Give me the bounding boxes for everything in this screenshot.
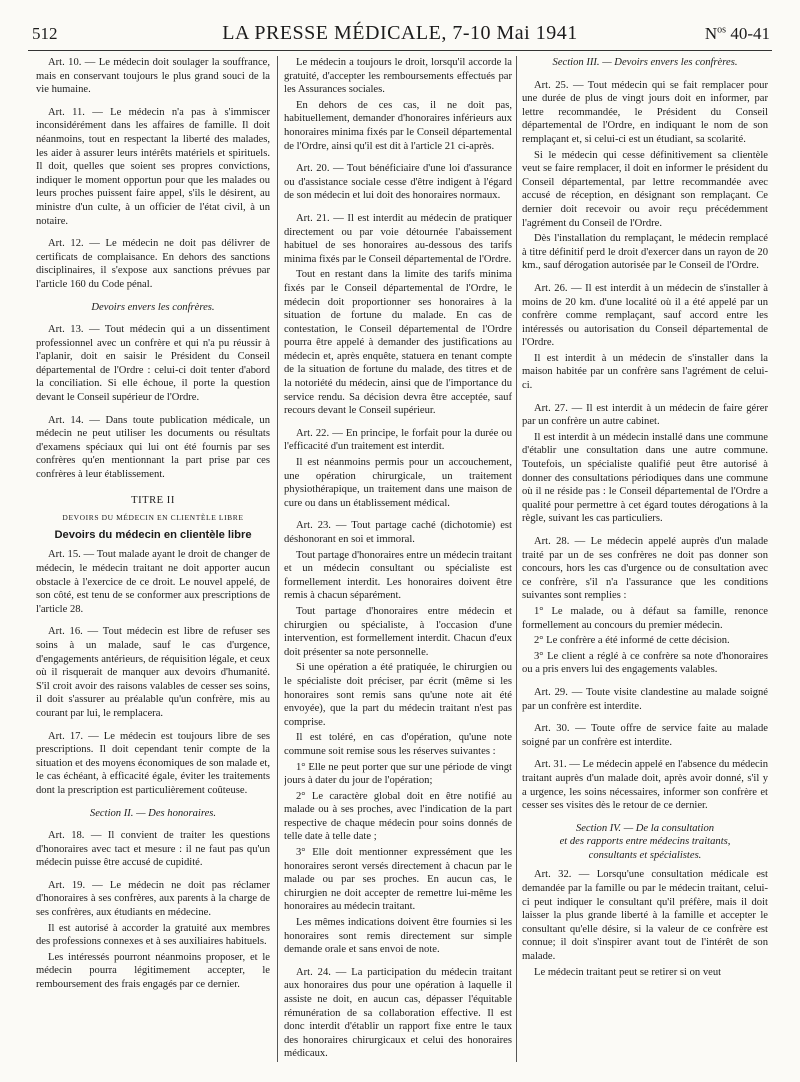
- article-14: Art. 14. — Dans toute publication médicale, un médecin ne peut utiliser les documents ou résultats d'examens spéciaux qui lui ont été fournis par ses confrères qu'en mentionnant la part prise par ces confrères à leur établissement.: [36, 414, 270, 481]
- column-left: [36, 56, 270, 1076]
- paragraph: Tout en restant dans la limite des tarifs minima fixés par le Conseil départemental de l'Ordre, le médecin doit proportionner ses honoraires à la situation de fortune du malade. En cas de contestation, le Conseil départemental de l'Ordre pourra être appelé à demander des justifications au médecin et, après enquête, statuera en tenant compte de la situation de fortune du malade, des titres et de la notoriété du médecin, ainsi que de l'importance du service rendu. Sa décision devra être acceptée, sauf recours devant le Conseil supérieur.: [284, 269, 512, 417]
- section-title: Section II. — Des honoraires.: [89, 807, 217, 819]
- paragraph: Tout partage d'honoraires entre un médecin traitant et un médecin consultant ou spécialiste est formellement interdit. Les honoraires doivent être remis à chacun séparément.: [284, 549, 512, 602]
- journal-title: LA PRESSE MÉDICALE, 7-10 Mai 1941: [222, 22, 578, 44]
- list-item: 2° Le caractère global doit en être notifié au malade ou à ses proches, avec l'indication de la part respective de chaque médecin pour soins donnés de telle date à telle date ;: [284, 790, 512, 843]
- list-item: 2° Le confrère a été informé de cette décision.: [534, 635, 730, 647]
- paragraph: Si le médecin qui cesse définitivement sa clientèle veut se faire remplacer, il doit en informer le président du Conseil départemental, par lettre recommandée avec accusé de réception, en désignant son remplaçant. Ce dernier doit recevoir ou avoir reçu précédemment l'agrément du Conseil de l'Ordre.: [522, 149, 768, 229]
- page-number: 512: [32, 24, 58, 43]
- article-17: Art. 17. — Le médecin est toujours libre de ses prescriptions. Il doit cependant tenir compte de la situation et des moyens économiques de son malade et, le cas échéant, à efficacité égale, éviter les traitements dont la prescription est particulièrement coûteuse.: [36, 730, 270, 796]
- section-title-line: consultants et spécialistes.: [588, 849, 702, 861]
- section-title: Section III. — Devoirs envers les confrères.: [552, 57, 738, 68]
- list-item: 1° Elle ne peut porter que sur une période de vingt jours à dater du jour de l'opération;: [284, 761, 512, 787]
- article-18: Art. 18. — Il convient de traiter les questions d'honoraires avec tact et mesure : il ne faut pas qu'un médecin puisse être accusé de cupidité.: [36, 830, 270, 869]
- paragraph: Si une opération a été pratiquée, le chirurgien ou le spécialiste doit préciser, par écrit (même si les honoraires sont remis sans qu'une note ait été envoyée), que la part du médecin traitant n'est pas comprise.: [284, 662, 512, 728]
- section-heading: [36, 301, 270, 315]
- column-middle: [284, 56, 512, 1076]
- article-16: Art. 16. — Tout médecin est libre de refuser ses soins à un malade, sauf le cas d'urgence, d'engagements antérieurs, de réquisition légale, et ceux où il risquerait de manquer aux devoirs d'humanité. S'il croit avoir des raisons valables de cesser ses soins, il doit s'assurer au préalable qu'un confrère, mis au courant par lui, le remplacera.: [36, 626, 270, 719]
- paragraph: Il est interdit à un médecin installé dans une commune d'établir une consultation dans une autre commune. Toutefois, un spécialiste qualifié peut être autorisé à donner des consultations périodiques dans une commune où il ne réside pas : le Conseil départemental de l'Ordre a qualité pour permettre à cet égard toutes dérogations à la règle, suivant les cas particuliers.: [522, 431, 768, 525]
- article-32: Art. 32. — Lorsqu'une consultation médicale est demandée par la famille ou par le médecin traitant, celui-ci peut indiquer le consultant qu'il préfère, mais il doit laisser la plus grande liberté à la famille et accepter le consultant qu'elle désire, si la valeur de ce confrère est connue; il doit s'inspirer avant tout de l'intérêt de son malade.: [522, 869, 768, 963]
- article-22: Art. 22. — En principe, le forfait pour la durée ou l'efficacité d'un traitement est interdit.: [284, 427, 512, 453]
- article-24: Art. 24. — La participation du médecin traitant aux honoraires dus pour une opération à laquelle il assiste ne doit, en aucun cas, dépasser l'équitable rémunération de sa collaboration effective. Il est donc interdit d'établir un rapport fixe entre le taux des honoraires chirurgicaux et celui des honoraires médicaux.: [284, 966, 512, 1060]
- issue-sup: os: [717, 24, 727, 36]
- article-19: Art. 19. — Le médecin ne doit pas réclamer d'honoraires à ses confrères, aux parents à la charge de ses confrères, aux étudiants en médecine.: [36, 879, 270, 919]
- article-29: Art. 29. — Toute visite clandestine au malade soigné par un confrère est interdite.: [522, 686, 768, 712]
- list-item: 1° Le malade, ou à défaut sa famille, renonce formellement au concours du premier médecin.: [522, 605, 768, 631]
- article-26: Art. 26. — Il est interdit à un médecin de s'installer à moins de 20 km. d'une localité où il a été appelé par un confrère comme remplaçant, sauf accord entre les intéressés ou autorisation du Conseil départemental de l'Ordre.: [522, 282, 768, 349]
- paragraph: Tout partage d'honoraires entre médecin et chirurgien ou spécialiste, à l'occasion d'une intervention, est formellement interdit. Chacun d'eux doit présenter sa note personnelle.: [284, 605, 512, 658]
- paragraph: Il est autorisé à accorder la gratuité aux membres des professions connexes et à ses auxiliaires habituels.: [36, 922, 270, 948]
- section-heading: [36, 807, 270, 821]
- issue-prefix: N: [704, 24, 718, 43]
- paragraph: Les intéressés pourront néanmoins proposer, et le médecin pourra légitimement accepter, le remboursement des frais engagés par ce dernier.: [36, 951, 270, 991]
- article-15: Art. 15. — Tout malade ayant le droit de changer de médecin, le médecin traitant ne doit apporter aucun obstacle à l'exercice de ce droit. Le nouvel appelé, de son côté, est tenu de se conformer aux prescriptions de l'article 28.: [36, 549, 270, 615]
- column-right: [522, 56, 768, 1076]
- section-title-line: Section IV. — De la consultation: [575, 822, 715, 834]
- paragraph: Il est interdit à un médecin de s'installer dans la maison habitée par un confrère sans l'agrément de celui-ci.: [522, 352, 768, 392]
- article-27: Art. 27. — Il est interdit à un médecin de faire gérer par un confrère un autre cabinet.: [522, 402, 768, 428]
- paragraph: Il est toléré, en cas d'opération, qu'une note commune soit remise sous les réserves suivantes :: [284, 732, 512, 757]
- chapter-heading: Devoirs du médecin en clientèle libre: [54, 528, 252, 541]
- list-item: 3° Le client a réglé à ce confrère sa note d'honoraires ou a pris envers lui des engagements valables.: [522, 650, 768, 676]
- article-25: Art. 25. — Tout médecin qui se fait remplacer pour une durée de plus de vingt jours doit en informer, par lettre recommandée, le Président du Conseil départemental de l'Ordre, en indiquant le nom de son remplaçant et, si celui-ci est un étudiant, sa scolarité.: [522, 79, 768, 145]
- article-31: Art. 31. — Le médecin appelé en l'absence du médecin traitant auprès d'un malade doit, après avoir donné, s'il y a urgence, les soins nécessaires, informer son confrère et cesser ses visites dès le retour de ce dernier.: [522, 759, 768, 812]
- article-28: Art. 28. — Le médecin appelé auprès d'un malade traité par un de ses confrères ne doit pas donner son concours, hors les cas d'urgence ou de consultation avec ce confrère, s'il n'a l'assurance que les conditions suivantes sont remplies :: [522, 536, 768, 602]
- list-item: 3° Elle doit mentionner expressément que les honoraires seront versés directement à chacun par le malade ou par ses proches. En aucun cas, le chirurgien ne doit accepter de remettre lui-même les honoraires au médecin traitant.: [284, 847, 512, 913]
- paragraph: Le médecin traitant peut se retirer si on veut: [534, 966, 722, 978]
- column-divider: [277, 56, 278, 1062]
- article-30: Art. 30. — Toute offre de service faite au malade soigné par un confrère est interdite.: [522, 723, 768, 748]
- article-21: Art. 21. — Il est interdit au médecin de pratiquer directement ou par voie détournée l'abaissement habituel de ses honoraires au-dessous des tarifs minima fixés par le Conseil départemental de l'Ordre.: [284, 212, 512, 265]
- paragraph: En dehors de ces cas, il ne doit pas, habituellement, demander d'honoraires inférieurs aux honoraires minima fixés par le Conseil départemental de l'Ordre, ainsi qu'il est dit à l'article 21 ci-après.: [284, 99, 512, 152]
- issue-numbers: 40-41: [730, 24, 770, 43]
- titre-subheading: DEVOIRS DU MÉDECIN EN CLIENTÈLE LIBRE: [62, 513, 244, 523]
- article-23: Art. 23. — Tout partage caché (dichotomie) est déshonorant en soi et immoral.: [284, 520, 512, 545]
- paragraph: Dès l'installation du remplaçant, le médecin remplacé à titre définitif perd le droit d'exercer dans un rayon de 20 km., sauf dérogation autorisée par le Conseil de l'Ordre.: [522, 233, 768, 272]
- column-divider: [516, 56, 517, 1062]
- article-11: Art. 11. — Le médecin n'a pas à s'immiscer inconsidérément dans les affaires de famille. Il doit néanmoins, tout en respectant la liberté des malades, les aider à assurer leurs intérêts matériels et spirituels. Il doit, quelles que soient ses propres convictions, indiquer le moment opportun pour que les malades ou leurs proches puissent faire appel, s'ils le désirent, au ministre d'un culte, à un officier de l'état civil, à un notaire.: [36, 106, 270, 227]
- page-header: [28, 20, 772, 51]
- article-13: Art. 13. — Tout médecin qui a un dissentiment professionnel avec un confrère et qui n'a pu réussir à l'aplanir, doit en saisir le Président du Conseil départemental de l'Ordre : celui-ci doit tenter d'abord la conciliation. Si elle échoue, il porte la question devant le Conseil supérieur de l'Ordre.: [36, 324, 270, 404]
- issue-number: [705, 24, 770, 44]
- paragraph: Il est néanmoins permis pour un accouchement, une opération chirurgicale, un traitement physiothérapique, un traitement dans une maison de cure ou dans un établissement médical.: [284, 457, 512, 509]
- section-title: Devoirs envers les confrères.: [91, 301, 215, 313]
- article-10: Art. 10. — Le médecin doit soulager la souffrance, mais en conservant toujours le plus grand souci de la vie humaine.: [36, 57, 270, 96]
- paragraph: Le médecin a toujours le droit, lorsqu'il accorde la gratuité, d'accepter les remboursements effectués par les Assurances sociales.: [284, 57, 512, 96]
- article-20: Art. 20. — Tout bénéficiaire d'une loi d'assurance ou d'assistance sociale cesse d'être indigent à l'égard de son médecin et lui doit des honoraires normaux.: [284, 163, 512, 202]
- article-12: Art. 12. — Le médecin ne doit pas délivrer de certificats de complaisance. En dehors des sanctions disciplinaires, il s'expose aux sanctions prévues par l'article 160 du Code pénal.: [36, 238, 270, 290]
- section-title-line: et des rapports entre médecins traitants,: [559, 836, 731, 848]
- section-heading: [522, 822, 768, 863]
- paragraph: Les mêmes indications doivent être fournies si les honoraires sont remis directement sur simple demande orale et sans envoi de note.: [284, 917, 512, 956]
- titre-heading: TITRE II: [131, 494, 175, 506]
- section-heading: [522, 56, 768, 70]
